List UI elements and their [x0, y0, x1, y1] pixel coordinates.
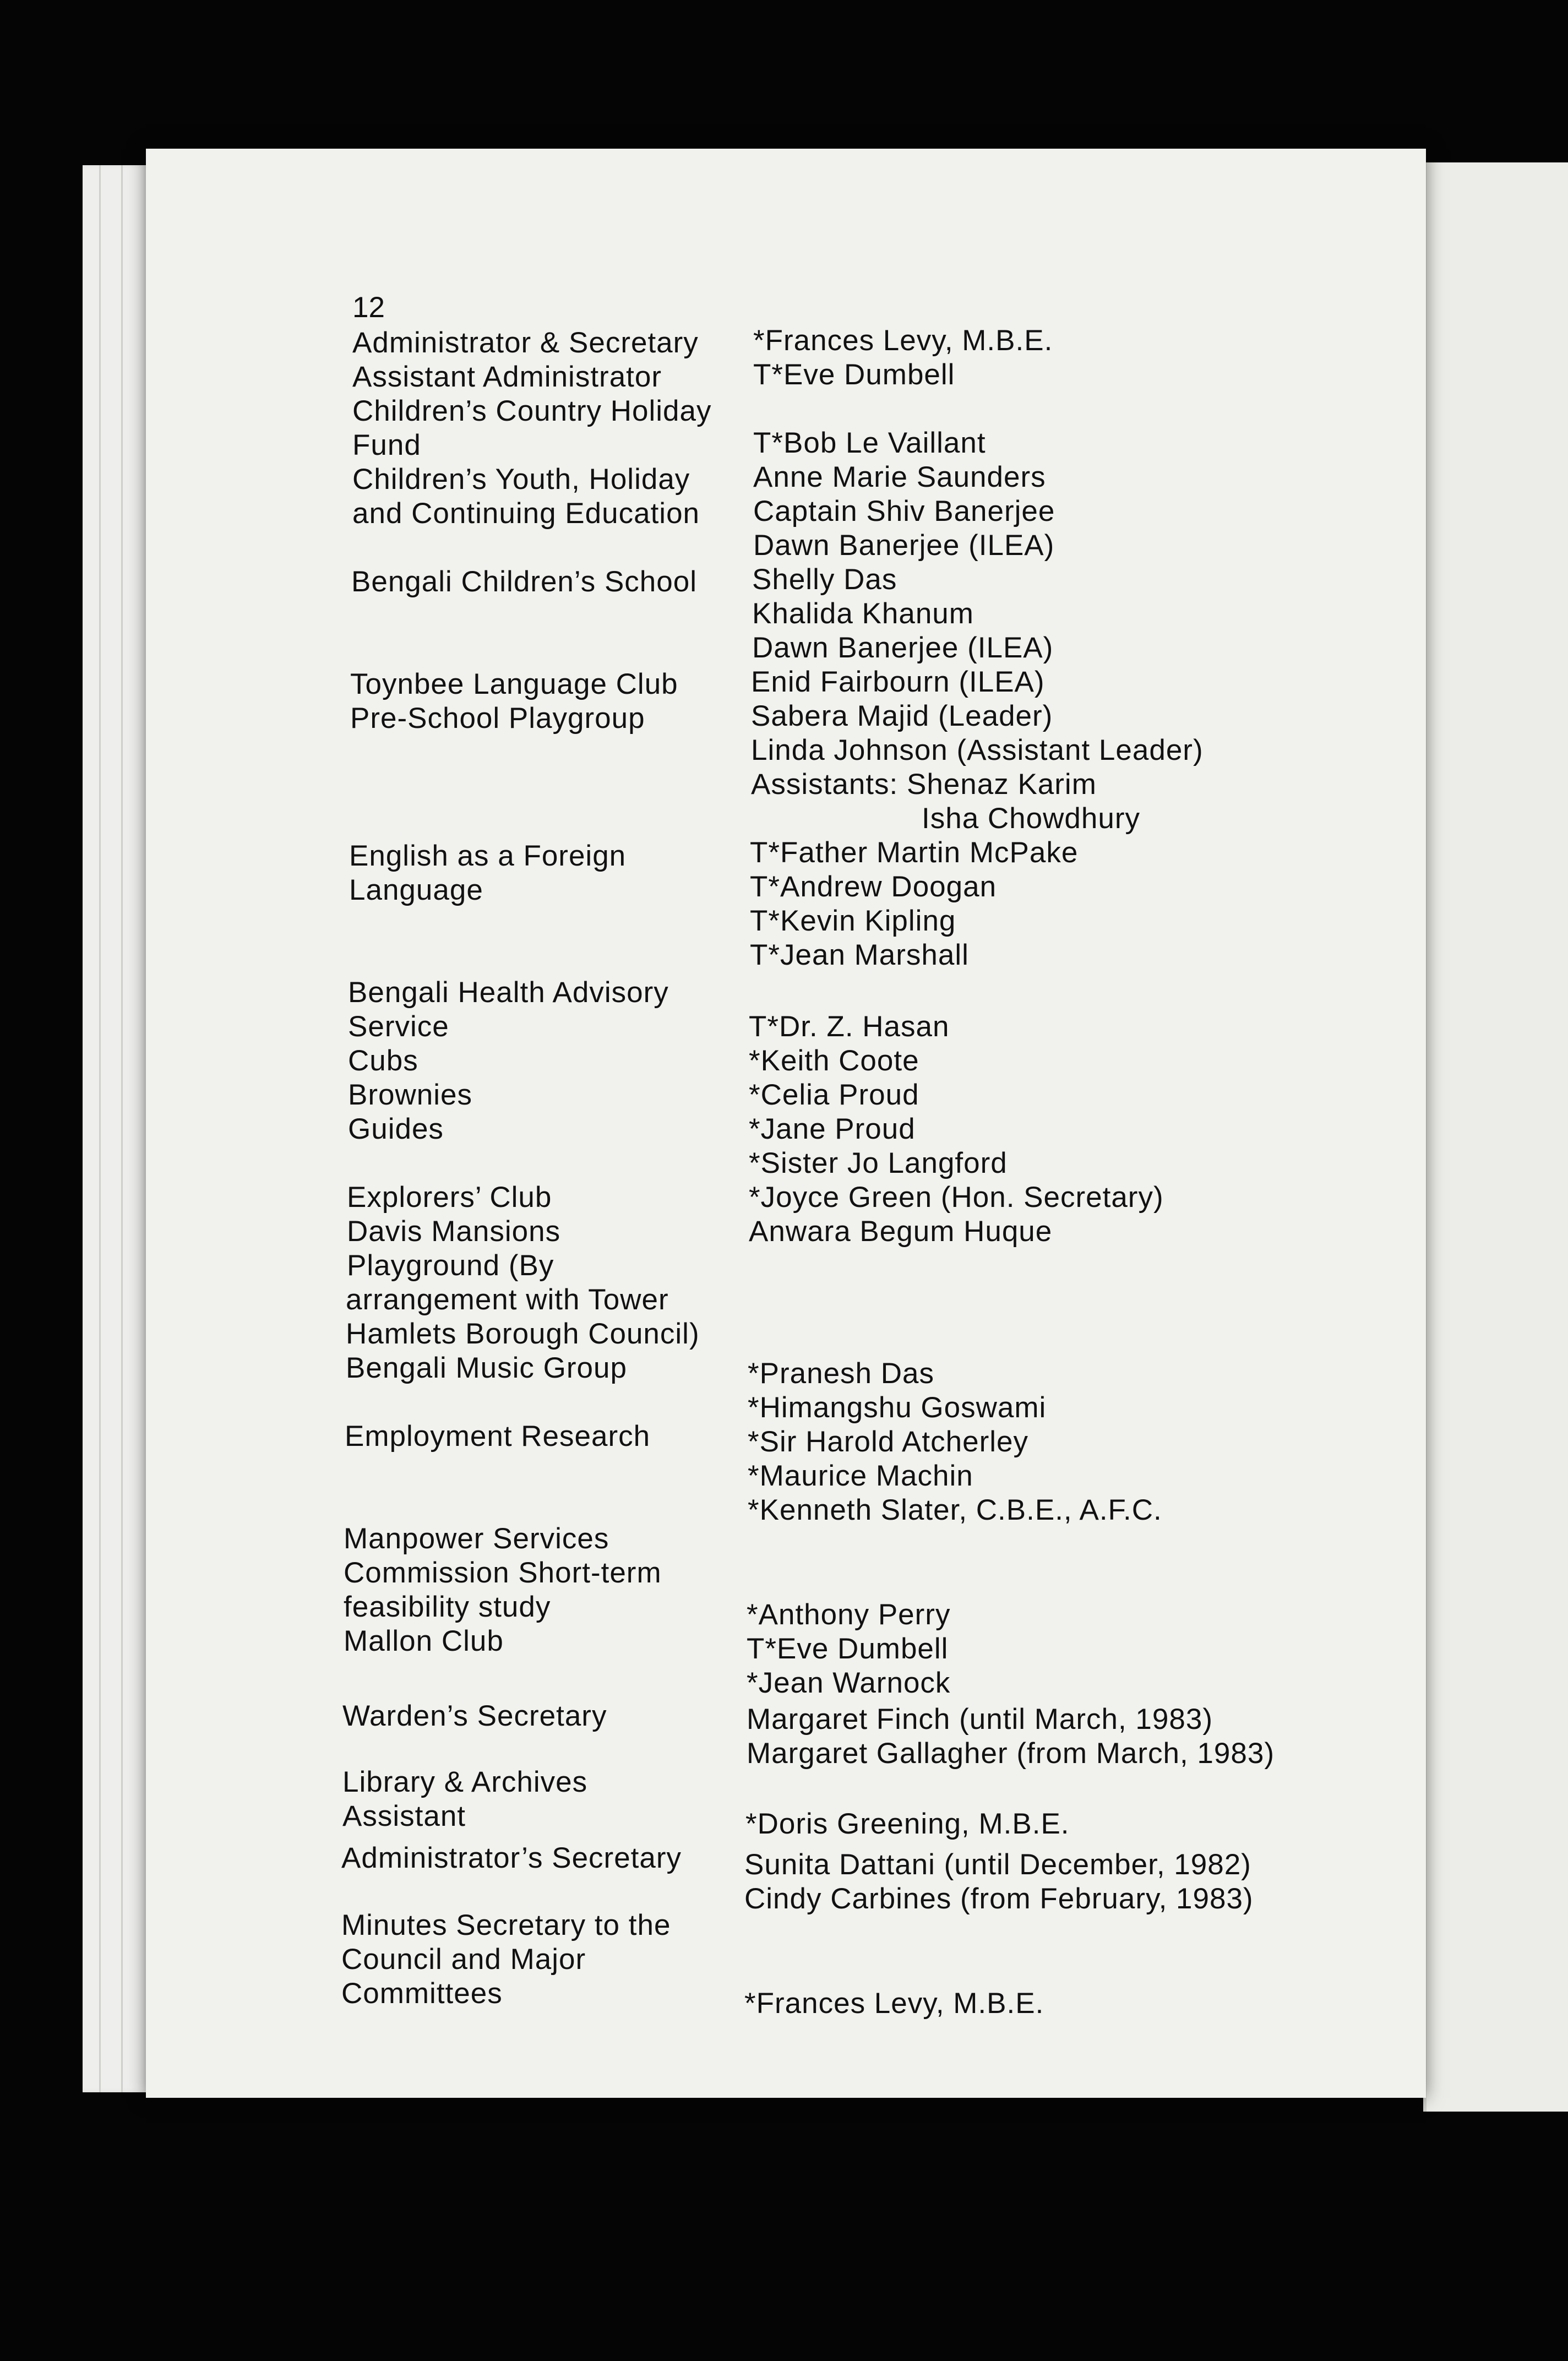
name-joyce-green: *Joyce Green (Hon. Secretary)	[749, 1181, 1164, 1214]
role-music: Bengali Music Group	[346, 1352, 627, 1384]
role-admin-secretary: Administrator & Secretary	[352, 327, 699, 359]
role-davis-4: Hamlets Borough Council)	[346, 1318, 700, 1350]
name-anwara-huque: Anwara Begum Huque	[749, 1215, 1053, 1248]
role-youth-holiday-1: Children’s Youth, Holiday	[352, 463, 690, 496]
role-employment: Employment Research	[345, 1420, 651, 1452]
name-frances-levy-1: *Frances Levy, M.B.E.	[753, 324, 1053, 357]
role-library-2: Assistant	[342, 1800, 466, 1832]
name-eve-dumbell-2: T*Eve Dumbell	[747, 1633, 949, 1665]
role-manpower-3: feasibility study	[344, 1591, 551, 1623]
name-jane-proud: *Jane Proud	[749, 1113, 916, 1145]
name-dawn-banerjee-1: Dawn Banerjee (ILEA)	[753, 529, 1055, 562]
name-kevin-kipling: T*Kevin Kipling	[750, 905, 956, 937]
role-efl-2: Language	[349, 874, 483, 906]
name-maurice-machin: *Maurice Machin	[748, 1460, 973, 1492]
name-khalida-khanum: Khalida Khanum	[752, 597, 974, 630]
role-manpower-2: Commission Short-term	[344, 1557, 662, 1589]
name-doris-greening: *Doris Greening, M.B.E.	[745, 1808, 1070, 1840]
name-sister-langford: *Sister Jo Langford	[749, 1147, 1008, 1179]
role-minutes-3: Committees	[341, 1977, 503, 2010]
name-linda-johnson: Linda Johnson (Assistant Leader)	[751, 734, 1204, 766]
role-library-1: Library & Archives	[342, 1766, 588, 1798]
role-brownies: Brownies	[348, 1079, 472, 1111]
facing-page-edge	[1423, 162, 1568, 2112]
role-wardens: Warden’s Secretary	[342, 1700, 607, 1732]
role-minutes-1: Minutes Secretary to the	[341, 1909, 671, 1941]
role-explorers: Explorers’ Club	[347, 1181, 552, 1214]
role-youth-holiday-2: and Continuing Education	[352, 497, 700, 530]
name-shelly-das: Shelly Das	[752, 563, 897, 596]
name-assistants-shenaz: Assistants: Shenaz Karim	[751, 768, 1097, 801]
role-health-2: Service	[348, 1010, 449, 1043]
name-celia-proud: *Celia Proud	[749, 1079, 919, 1111]
name-sabera-majid: Sabera Majid (Leader)	[751, 700, 1053, 732]
name-pranesh-das: *Pranesh Das	[748, 1357, 935, 1390]
name-himangshu: *Himangshu Goswami	[748, 1391, 1047, 1424]
role-davis-3: arrangement with Tower	[346, 1283, 669, 1316]
name-dr-hasan: T*Dr. Z. Hasan	[749, 1010, 950, 1043]
role-davis-1: Davis Mansions	[347, 1215, 561, 1248]
role-holiday-fund-1: Children’s Country Holiday	[352, 395, 712, 427]
role-mallon: Mallon Club	[344, 1625, 504, 1657]
role-manpower-1: Manpower Services	[344, 1522, 609, 1555]
role-admin-secretary-2: Administrator’s Secretary	[341, 1842, 682, 1874]
name-margaret-finch: Margaret Finch (until March, 1983)	[747, 1703, 1213, 1736]
name-frances-levy-2: *Frances Levy, M.B.E.	[744, 1987, 1044, 2020]
name-eve-dumbell-1: T*Eve Dumbell	[753, 358, 955, 391]
name-anthony-perry: *Anthony Perry	[747, 1598, 951, 1631]
role-efl-1: English as a Foreign	[349, 840, 627, 872]
name-anne-saunders: Anne Marie Saunders	[753, 461, 1046, 493]
name-enid-fairbourn: Enid Fairbourn (ILEA)	[751, 666, 1045, 698]
page-stack-edge	[83, 165, 149, 2092]
name-harold-atcherley: *Sir Harold Atcherley	[748, 1426, 1028, 1458]
name-andrew-doogan: T*Andrew Doogan	[750, 871, 997, 903]
name-bob-vaillant: T*Bob Le Vaillant	[753, 427, 986, 459]
name-shiv-banerjee: Captain Shiv Banerjee	[753, 495, 1055, 527]
role-guides: Guides	[348, 1113, 444, 1145]
name-jean-warnock: *Jean Warnock	[747, 1667, 951, 1699]
role-health-1: Bengali Health Advisory	[348, 976, 669, 1009]
page-number: 12	[352, 291, 385, 324]
role-preschool: Pre-School Playgroup	[350, 702, 645, 735]
role-toynbee-language: Toynbee Language Club	[350, 668, 678, 700]
role-holiday-fund-2: Fund	[352, 429, 421, 461]
role-cubs: Cubs	[348, 1045, 418, 1077]
name-keith-coote: *Keith Coote	[749, 1045, 919, 1077]
name-dawn-banerjee-2: Dawn Banerjee (ILEA)	[752, 632, 1054, 664]
name-kenneth-slater: *Kenneth Slater, C.B.E., A.F.C.	[748, 1494, 1162, 1526]
name-sunita-dattani: Sunita Dattani (until December, 1982)	[744, 1848, 1251, 1881]
name-father-mcpake: T*Father Martin McPake	[750, 836, 1079, 869]
role-davis-2: Playground (By	[347, 1249, 554, 1282]
role-bengali-school: Bengali Children’s School	[351, 565, 698, 598]
name-cindy-carbines: Cindy Carbines (from February, 1983)	[744, 1883, 1254, 1915]
name-jean-marshall: T*Jean Marshall	[750, 939, 969, 971]
name-isha-chowdhury: Isha Chowdhury	[922, 802, 1140, 835]
role-assistant-admin: Assistant Administrator	[352, 361, 662, 393]
name-margaret-gallagher: Margaret Gallagher (from March, 1983)	[747, 1737, 1275, 1770]
role-minutes-2: Council and Major	[341, 1943, 586, 1976]
